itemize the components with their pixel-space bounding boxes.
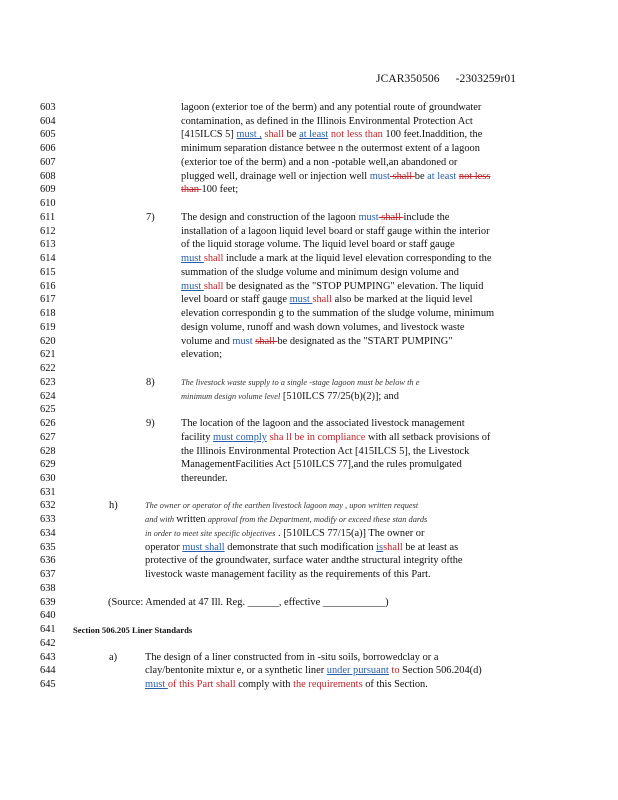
line-number: 630 [40,472,56,484]
line-text [181,252,492,266]
deleted-text: shall [312,294,333,306]
text-segment: volume and [181,335,233,347]
document-line [0,417,618,431]
document-line [0,403,618,417]
document-line [0,115,618,129]
text-segment: facility [181,431,214,443]
line-text [181,211,449,225]
document-line [0,651,618,665]
text-segment: [510ILCS 77/25(b)(2)]; and [280,390,399,402]
line-number: 606 [40,143,56,155]
line-number: 618 [40,308,56,320]
line-number: 604 [40,115,56,127]
document-line [0,499,618,513]
text-segment: protective of the groundwater, surface water andthe structural integrity ofthe [145,555,463,567]
text-segment: and with [145,515,177,525]
line-number: 633 [40,514,56,526]
line-number: 608 [40,170,56,182]
line-text [181,280,483,294]
document-line [0,252,618,266]
line-number: 645 [40,679,56,691]
line-text [181,238,455,252]
header-revision: -2303259r01 [455,73,517,85]
text-segment: 100 feet.Inaddition, the [382,129,483,141]
inserted-text: at least [427,170,457,182]
inserted-text: must shall [182,541,225,553]
document-line [0,101,618,115]
line-number: 611 [40,211,56,223]
document-line [0,596,618,610]
line-number: 621 [40,349,56,361]
line-text [145,568,431,582]
line-number: 613 [40,239,56,251]
text-segment: minimum design volume level [181,391,281,401]
item-marker: h) [109,500,118,512]
text-segment: demonstrate that such modification [224,541,377,553]
line-number: 616 [40,280,56,292]
deleted-text: not less than [330,129,383,141]
document-line [0,541,618,555]
line-number: 631 [40,486,56,498]
inserted-text: under pursuant [326,665,389,677]
text-segment: Section 506.205 Liner Standards [73,625,193,636]
document-line [0,266,618,280]
text-segment: plugged well, drainage well or injection well [181,170,370,182]
line-number: 642 [40,637,56,649]
document-line [0,197,618,211]
document-line [0,390,618,404]
document-line [0,128,618,142]
line-number: 626 [40,418,56,430]
line-text [181,266,459,280]
text-segment: installation of a lagoon liquid level board or staff gauge within the interior [181,225,490,237]
line-number: 614 [40,253,56,265]
document-line [0,376,618,390]
text-segment: approval from the Department, modify or exceed these stan dards [205,515,428,525]
text-segment: The owner or operator of the earthen livestock lagoon may , upon written request [145,501,419,511]
deleted-text: than [181,184,202,196]
line-text [181,115,473,129]
deleted-text: not less [458,170,491,182]
line-number: 634 [40,527,56,539]
deleted-text: shall [389,170,415,182]
line-number: 622 [40,363,56,375]
text-segment: elevation correspondin g to the summation of the sludge volume, minimum [181,308,495,320]
line-text [145,499,418,513]
document-line [0,486,618,500]
item-marker: 7) [146,211,155,223]
inserted-text: at least [299,129,329,141]
text-segment: in order to meet site specific objectives [145,528,276,538]
text-segment: livestock waste management facility as the requirements of this Part. [145,569,431,581]
text-segment: be [284,129,300,141]
document-line [0,142,618,156]
text-segment: include a mark at the liquid level elevation corresponding to the [223,253,492,265]
line-text [145,541,458,555]
line-number: 636 [40,555,56,567]
text-segment: . [510ILCS 77/15(a)] The owner or [275,527,425,539]
text-segment: (exterior toe of the berm) and a non -potable well,an abandoned or [181,156,458,168]
text-segment: the Illinois Environmental Protection Act [415ILCS 5], the Livestock [181,445,470,457]
line-text [181,335,453,349]
line-number: 610 [40,198,56,210]
line-text [181,321,464,335]
text-segment: be designated as the "START PUMPING" [277,335,453,347]
text-segment: ManagementFacilities Act [510ILCS 77],and the rules promulgated [181,459,462,471]
text-segment: be designated as the "STOP PUMPING" elevation. The liquid [223,280,484,292]
line-number: 623 [40,376,56,388]
line-text [181,225,490,239]
document-line [0,280,618,294]
line-number: 628 [40,445,56,457]
line-number: 607 [40,156,56,168]
text-segment: summation of the sludge volume and minimum design volume and [181,266,459,278]
item-marker: a) [109,651,118,663]
document-line [0,513,618,527]
document-line [0,445,618,459]
line-number: 612 [40,225,56,237]
document-line [0,348,618,362]
text-segment: be [414,170,428,182]
text-segment: thereunder. [181,472,228,484]
inserted-text: must [289,294,313,306]
document-line [0,582,618,596]
line-text [181,307,494,321]
document-line [0,568,618,582]
deleted-text: shall [261,129,285,141]
line-text [181,445,469,459]
text-segment: design volume, runoff and wash down volumes, and livestock waste [181,321,465,333]
line-text [181,293,473,307]
line-number: 635 [40,541,56,553]
text-segment: of this Section. [362,679,428,691]
line-text [181,417,465,431]
text-segment: lagoon (exterior toe of the berm) and any potential route of groundwater [181,102,482,113]
line-number: 640 [40,610,56,622]
text-segment: include the [403,211,450,223]
line-number: 644 [40,665,56,677]
deleted-text: sha ll be in compliance [267,431,366,443]
deleted-text: shall [383,541,403,553]
document-line [0,678,618,692]
inserted-text: must [145,679,168,691]
inserted-text: must [358,211,379,223]
line-number: 637 [40,569,56,581]
line-number: 609 [40,184,56,196]
line-number: 627 [40,431,56,443]
text-segment: The location of the lagoon and the associated livestock management [181,418,465,430]
line-text [181,128,482,142]
item-marker: 9) [146,418,155,430]
deleted-text: the requirements [293,679,363,691]
deleted-text: shall [378,211,404,223]
line-number: 632 [40,500,56,512]
inserted-text: must comply [213,431,268,443]
line-number: 615 [40,266,56,278]
line-number: 620 [40,335,56,347]
document-line [0,225,618,239]
text-segment: [415ILCS 5] [181,129,237,141]
document-line [0,183,618,197]
document-line [0,156,618,170]
line-text [181,390,399,404]
inserted-text: is [376,541,384,553]
line-text [181,348,222,362]
line-text [181,472,227,486]
line-number: 619 [40,321,56,333]
line-number: 639 [40,596,56,608]
header-doc-id: JCAR350506 [376,73,440,85]
line-text [145,513,427,527]
item-marker: 8) [146,376,155,388]
text-segment: The livestock waste supply to a single -stage lagoon must be below th e [181,377,420,387]
line-text [145,664,482,678]
line-text [181,156,457,170]
line-number: 641 [40,624,56,636]
text-segment: comply with [235,679,294,691]
deleted-text: to [388,665,400,677]
inserted-text: must [181,280,204,292]
document-line [0,472,618,486]
text-segment: Section 506.204(d) [399,665,482,677]
document-line [0,307,618,321]
inserted-text: must [369,170,390,182]
line-text [145,678,428,692]
line-text [145,651,438,665]
line-number: 643 [40,651,56,663]
text-segment: clay/bentonite mixtur e, or a synthetic liner [145,665,327,677]
document-line [0,664,618,678]
text-segment: be at least as [402,541,459,553]
document-line [0,238,618,252]
line-text [73,623,192,638]
line-number: 605 [40,129,56,141]
line-text [181,101,481,115]
document-line [0,211,618,225]
document-line [0,609,618,623]
document-line [0,293,618,307]
deleted-text: shall [255,335,278,347]
text-segment: with all setback provisions of [365,431,491,443]
text-segment: level board or staff gauge [181,294,290,306]
text-segment: (Source: Amended at 47 Ill. Reg. ______, effective ____________) [108,596,389,608]
inserted-text: must , [236,129,262,141]
line-text [181,458,462,472]
line-text [181,376,419,390]
document-line [0,362,618,376]
line-number: 624 [40,390,56,402]
text-segment: minimum separation distance betwee n the outermost extent of a lagoon [181,143,480,155]
inserted-text: must [232,335,253,347]
line-number: 603 [40,102,56,113]
deleted-text: shall [203,280,224,292]
line-text [181,183,238,197]
line-number: 629 [40,459,56,471]
text-segment: written [176,514,206,526]
document-line [0,431,618,445]
inserted-text: must [181,253,204,265]
text-segment: of the liquid storage volume. The liquid level board or staff gauge [181,239,455,251]
text-segment: The design and construction of the lagoon [181,211,359,223]
line-text [181,431,490,445]
document-line [0,554,618,568]
document-line [0,637,618,651]
text-segment: operator [145,541,183,553]
line-number: 617 [40,294,56,306]
line-text [181,170,490,184]
document-line [0,458,618,472]
document-line [0,623,618,637]
text-segment: 100 feet; [201,184,239,196]
document-line [0,527,618,541]
deleted-text: of this Part shall [167,679,236,691]
line-text [145,554,463,568]
text-segment: elevation; [181,349,222,361]
text-segment: also be marked at the liquid level [332,294,473,306]
line-text [108,596,389,610]
deleted-text: shall [203,253,224,265]
line-text [145,527,424,541]
document-line [0,321,618,335]
document-line [0,335,618,349]
line-number: 625 [40,404,56,416]
document-header [376,73,516,85]
line-number: 638 [40,582,56,594]
text-segment: contamination, as defined in the Illinois Environmental Protection Act [181,115,473,127]
text-segment: The design of a liner constructed from in -situ soils, borrowedclay or a [145,651,439,663]
document-line [0,170,618,184]
line-text [181,142,480,156]
